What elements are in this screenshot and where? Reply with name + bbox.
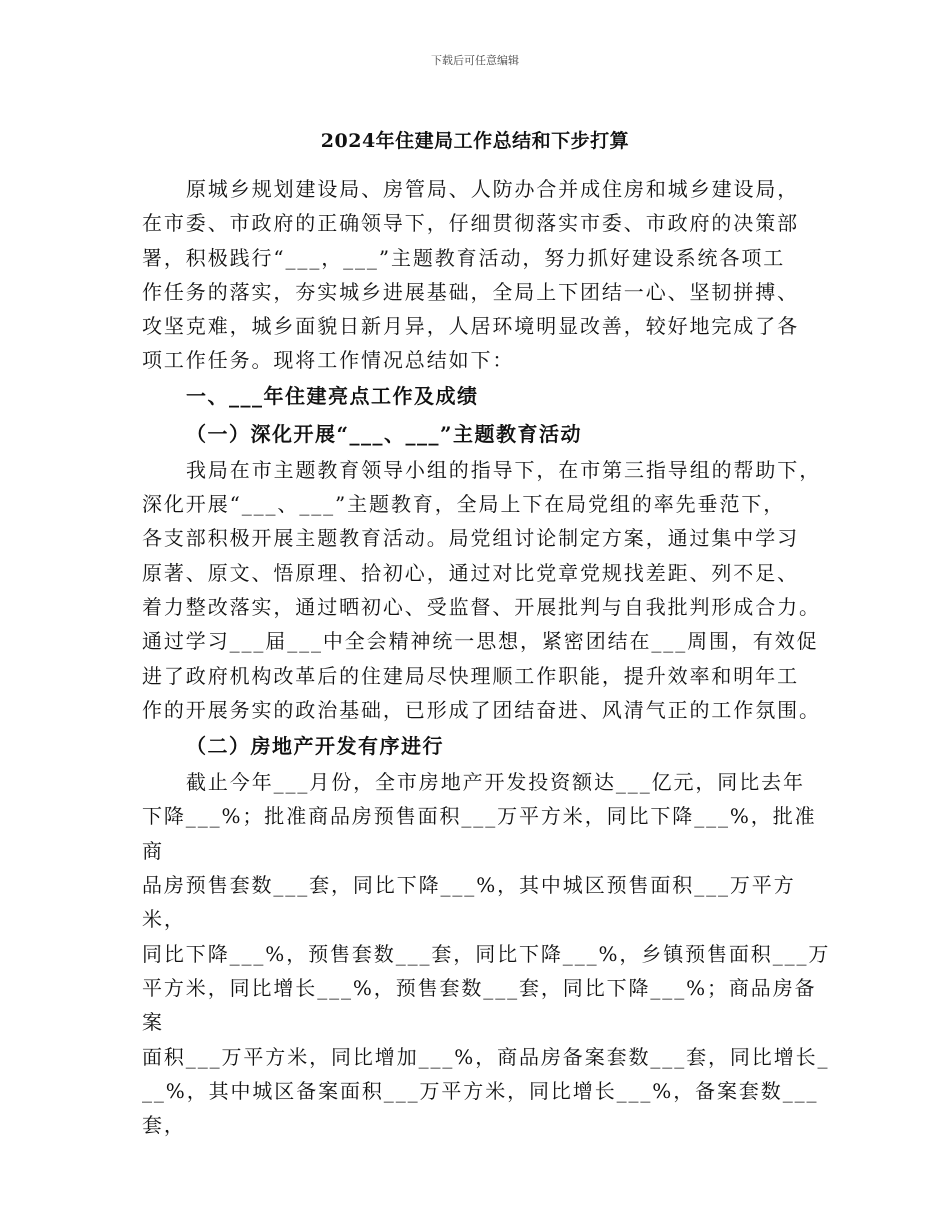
subsection-heading-1: （一）深化开展“___、___”主题教育活动	[186, 421, 583, 446]
header-note: 下载后可任意编辑	[431, 54, 519, 67]
subsection-1-paragraph: 我局在市主题教育领导小组的指导下，在市第三指导组的帮助下， 深化开展“___、___”主题教育，全局上下在局党组的率先垂范下， 各支部积极开展主题教育活动。局党组讨论制定方案，通过集中学习 原著、原文、悟原理、拾初心，通过对比党章党规找差距、列不足、 着力整改落实，通过晒初心、受监督、开展批判与自我批判形成合力。 通过学习___届___中全会精神统一思想，紧密团结在___周围，有效促 进了政府机构改革后的住建局尽快理顺工作职能，提升效率和明年工 作的开展务实的政治基础，已形成了团结奋进、风清气正的工作氛围。	[142, 457, 822, 722]
section-heading-1: 一、___年住建亮点工作及成绩	[186, 383, 479, 408]
subsection-heading-2: （二）房地产开发有序进行	[186, 734, 444, 759]
document-title: 2024年住建局工作总结和下步打算	[320, 130, 630, 152]
document-body	[142, 172, 832, 1142]
subsection-2-paragraph: 截止今年___月份，全市房地产开发投资额达___亿元，同比去年 下降___%；批准商品房预售面积___万平方米，同比下降___%，批准商 品房预售套数___套，同比下降___%，其中城区预售面积___万平方米， 同比下降___%，预售套数___套，同比下降___%，乡镇预售面积___万 平方米，同比增长___%，预售套数___套，同比下降___%；商品房备案 面积___万平方米，同比增加___%，商品房备案套数___套，同比增长_ __%，其中城区备案面积___万平方米，同比增长___%，备案套数___套，	[142, 770, 831, 1138]
intro-paragraph: 原城乡规划建设局、房管局、人防办合并成住房和城乡建设局， 在市委、市政府的正确领导下，仔细贯彻落实市委、市政府的决策部 署，积极践行“___，___”主题教育活动，努力抓好建设系统各项工 作任务的落实，夯实城乡进展基础，全局上下团结一心、坚韧拼搏、 攻坚克难，城乡面貌日新月异，人居环境明显改善，较好地完成了各 项工作任务。现将工作情况总结如下：	[142, 177, 800, 373]
